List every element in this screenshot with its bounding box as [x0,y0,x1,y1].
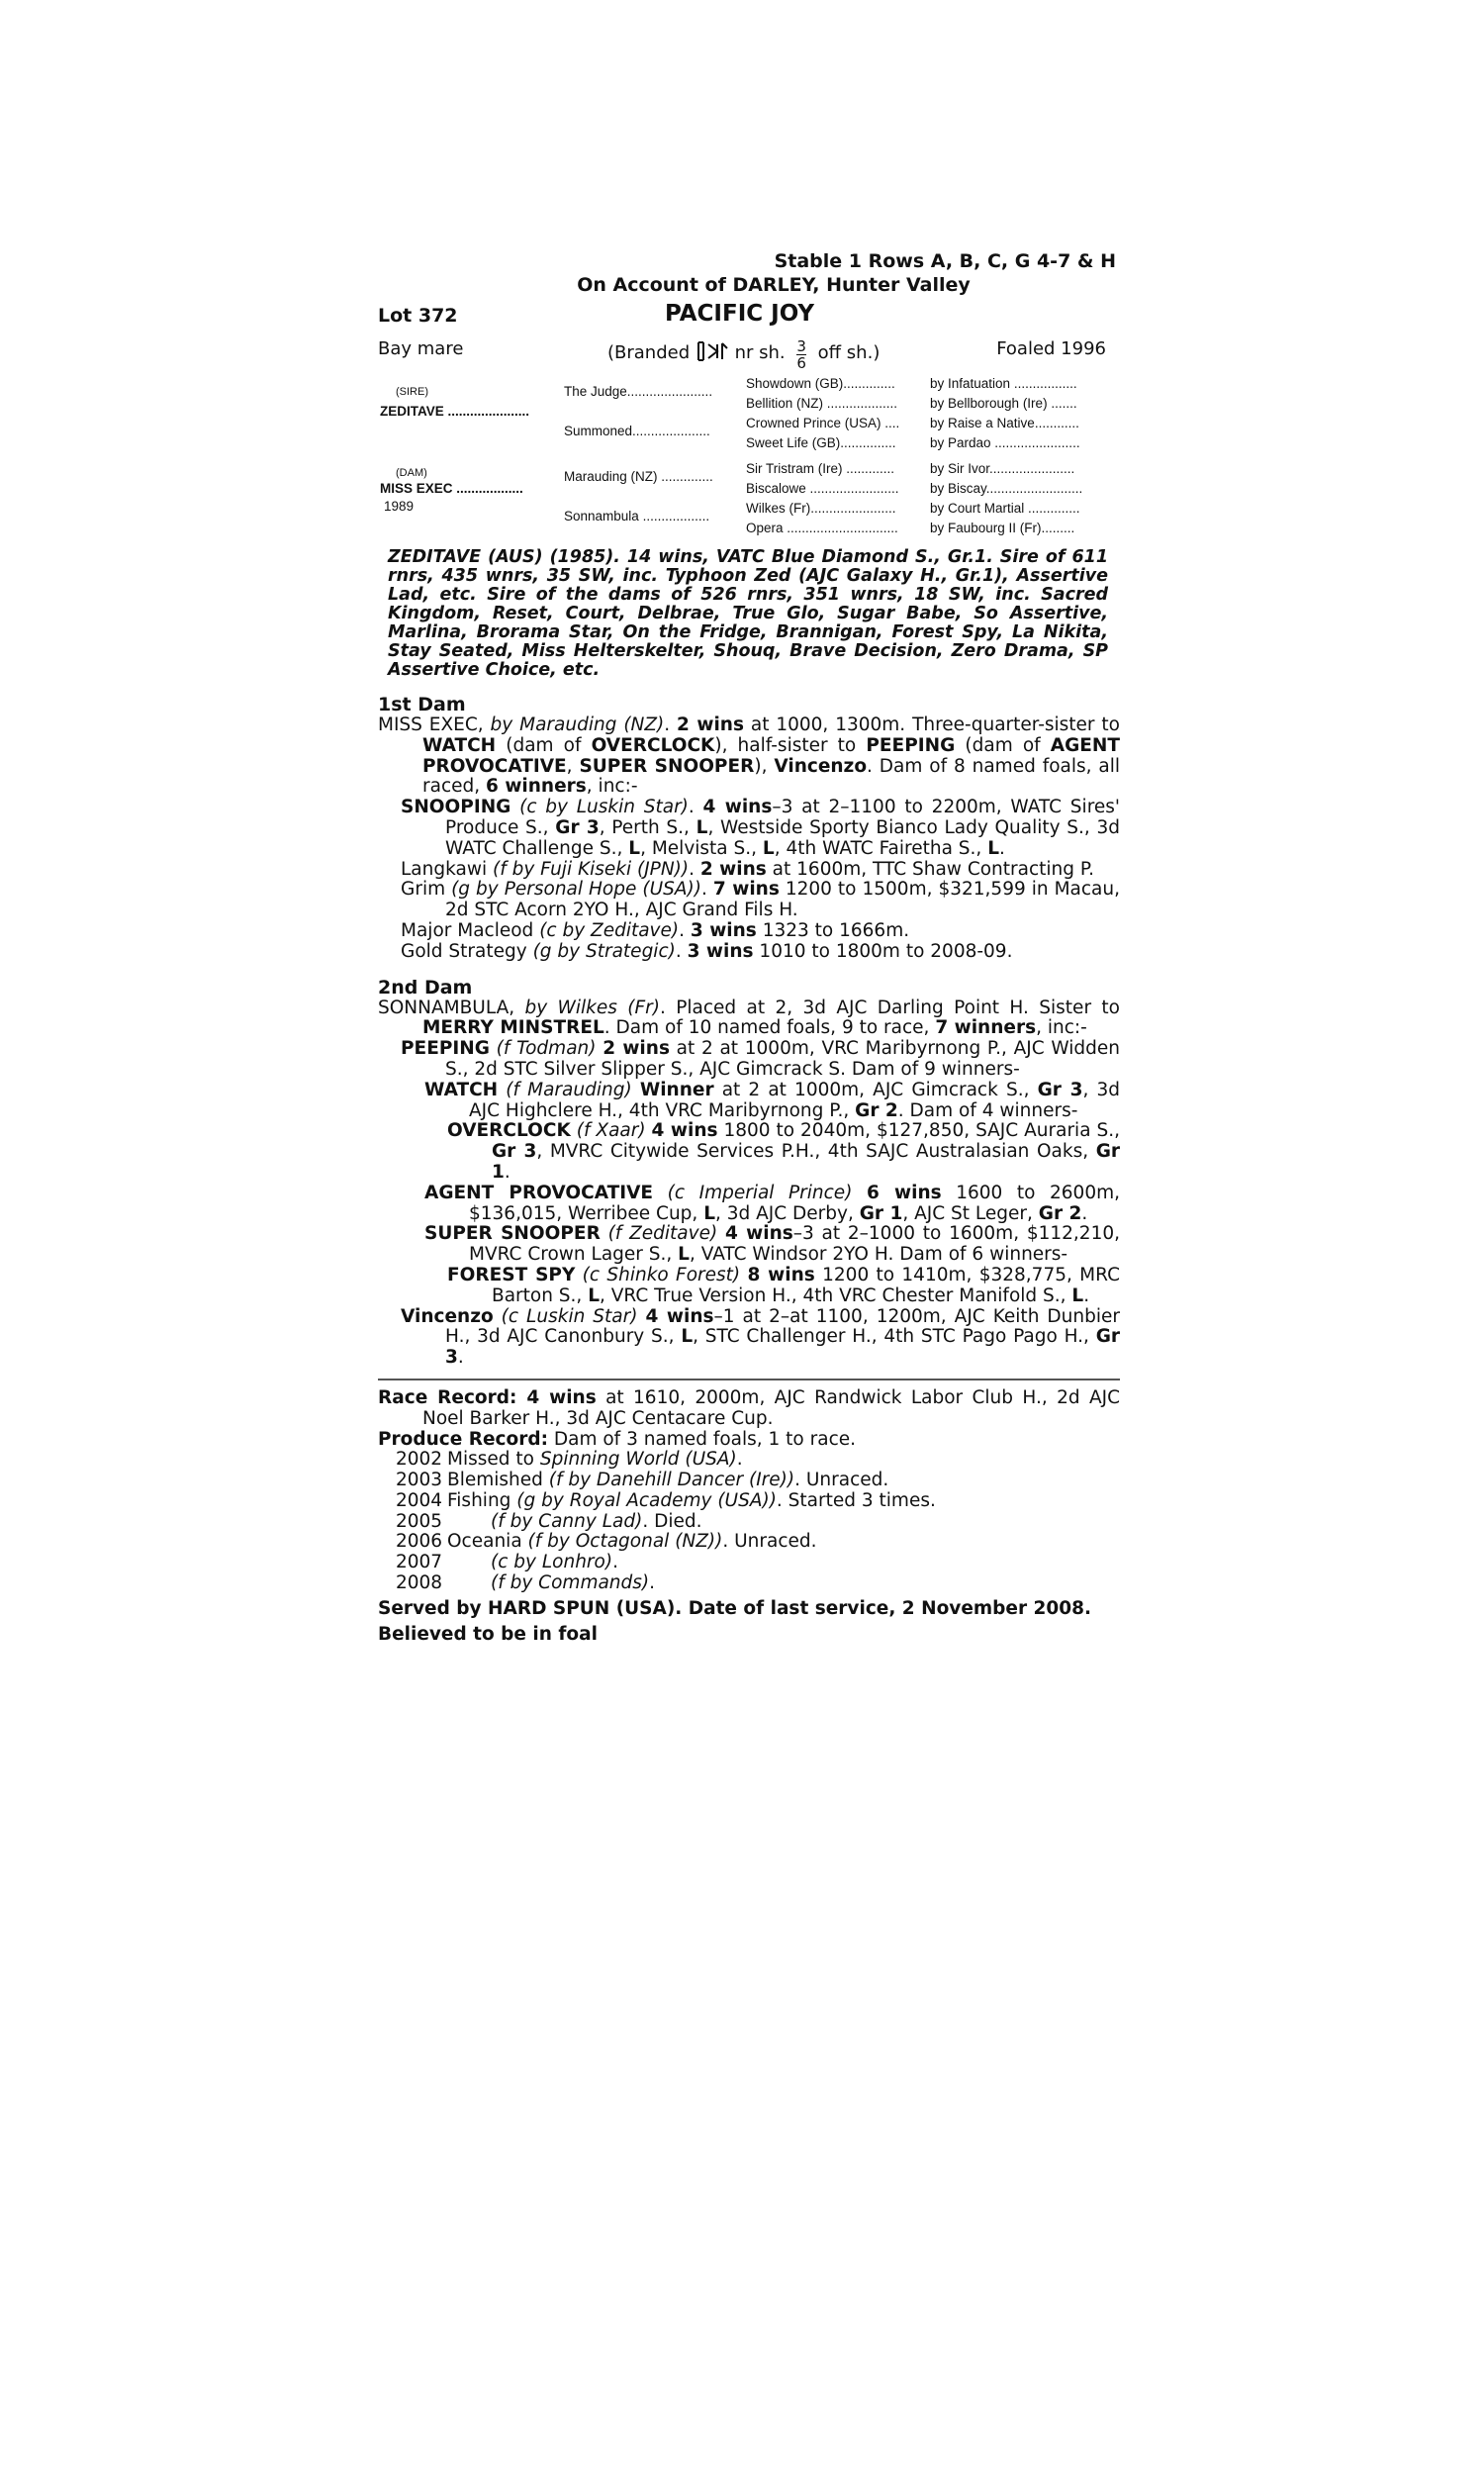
brand-prefix: (Branded [607,342,691,363]
pedigree-gen3-item: Wilkes (Fr)....................... [746,501,896,516]
produce-list [378,1450,1120,1594]
horse-name: PACIFIC JOY [665,301,815,327]
pedigree-gen3-item: Sir Tristram (Ire) ............. [746,461,895,476]
service-note: Served by HARD SPUN (USA). Date of last service, 2 November 2008. [378,1597,1092,1619]
pedigree-gen2-item: Sonnambula .................. [564,509,710,523]
produce-item: 2002 Missed to Spinning World (USA). [396,1449,743,1471]
second-dam-heading: 2nd Dam [378,976,473,999]
pedigree-gen2-item: The Judge....................... [564,384,713,399]
produce-item: 2005 (f by Canny Lad). Died. [396,1510,702,1532]
produce-item: 2004 Fishing (g by Royal Academy (USA)). Started 3 times. [396,1489,936,1511]
stable-location: Stable 1 Rows A, B, C, G 4-7 & H [774,250,1116,272]
vendor-account: On Account of DARLEY, Hunter Valley [577,274,971,296]
pedigree-gen3-item: Biscalowe ........................ [746,481,899,496]
brand-off: off sh.) [817,342,881,363]
brand-numerator: 3 [796,337,806,355]
brand-denominator: 6 [796,354,806,372]
progeny-entry: Major Macleod (c by Zeditave). 3 wins 1323 to 1666m. [401,919,910,941]
brand-mark-icon [696,340,729,362]
foal-status: Believed to be in foal [378,1623,598,1645]
produce-record: Produce Record: Dam of 3 named foals, 1 to race. [378,1428,857,1450]
progeny-entry: Gold Strategy (g by Strategic). 3 wins 1010 to 1800m to 2008-09. [401,940,1013,962]
progeny-entry: OVERCLOCK (f Xaar) 4 wins 1800 to 2040m, $127,850, SAJC Auraria S., Gr 3, MVRC Citywide Services P.H., 4th SAJC Australasian Oaks, Gr 1. [447,1120,1121,1183]
lot-number: Lot 372 [378,305,458,327]
pedigree-gen2-item: Marauding (NZ) .............. [564,469,713,484]
pedigree-gen3-item: Bellition (NZ) ................... [746,396,898,411]
progeny-entry: FOREST SPY (c Shinko Forest) 8 wins 1200 to 1410m, $328,775, MRC Barton S., L, VRC True Version H., 4th VRC Chester Manifold S., L. [447,1264,1120,1306]
progeny-entry: SNOOPING (c by Luskin Star). 4 wins–3 at 2–1100 to 2200m, WATC Sires' Produce S., Gr 3, Perth S., L, Westside Sporty Bianco Lady Quality S., 3d WATC Challenge S., L, Melvista S., L, 4th WATC Fairetha S., L. [401,797,1121,859]
pedigree-gen4-item: by Infatuation ................. [930,376,1077,391]
produce-item: 2003 Blemished (f by Danehill Dancer (Ire)). Unraced. [396,1470,889,1491]
pedigree-gen4-item: by Court Martial .............. [930,501,1080,516]
pedigree-gen3-item: Crowned Prince (USA) .... [746,416,900,430]
dam-tag: (DAM) [396,467,427,479]
pedigree-gen4-item: by Biscay.......................... [930,481,1083,496]
pedigree-gen3-item: Showdown (GB).............. [746,376,895,391]
pedigree-table [378,366,1120,534]
sire-tag: (SIRE) [396,386,428,398]
pedigree-gen4-item: by Raise a Native............ [930,416,1079,430]
pedigree-gen4-item: by Pardao ....................... [930,435,1080,450]
first-dam-entry: MISS EXEC, by Marauding (NZ). 2 wins at 1000, 1300m. Three-quarter-sister to WATCH (dam of OVERCLOCK), half-sister to PEEPING (dam of AGENT PROVOCATIVE, SUPER SNOOPER), Vincenzo. Dam of 8 named foals, all raced, 6 winners, inc:- [378,714,1121,798]
lot-line [378,301,1120,331]
dam-name: MISS EXEC .................. [380,481,523,496]
brand-near: nr sh. [734,342,786,363]
catalogue-page [378,249,1120,1646]
description-line [378,331,1120,372]
pedigree-gen3-item: Opera .............................. [746,521,898,535]
sex-colour: Bay mare [378,338,464,359]
pedigree-gen4-item: by Sir Ivor....................... [930,461,1075,476]
second-dam-entry: SONNAMBULA, by Wilkes (Fr). Placed at 2, 3d AJC Darling Point H. Sister to MERRY MINSTREL. Dam of 10 named foals, 9 to race, 7 winners, inc:- [378,997,1120,1039]
sire-summary: ZEDITAVE (AUS) (1985). 14 wins, VATC Blue Diamond S., Gr.1. Sire of 611 rnrs, 435 wnrs, 35 SW, inc. Typhoon Zed (AJC Galaxy H., Gr.1), Assertive Lad, etc. Sire of the dams of 526 rnrs, 351 wnrs, 18 SW, inc. Sacred Kingdom, Reset, Court, Delbrae, True Glo, Sugar Babe, So Assertive, Marlina, Brorama Star, On the Fridge, Brannigan, Forest Spy, La Nikita, Stay Seated, Miss Helterskelter, Shouq, Brave Decision, Zero Drama, SP Assertive Choice, etc. [388,547,1108,680]
produce-item: 2008 (f by Commands). [396,1572,656,1594]
progeny-entry: AGENT PROVOCATIVE (c Imperial Prince) 6 wins 1600 to 2600m, $136,015, Werribee Cup, L, 3d AJC Derby, Gr 1, AJC St Leger, Gr 2. [424,1182,1120,1224]
dam-year: 1989 [384,499,415,514]
section-divider [378,1379,1120,1380]
foaled-year: Foaled 1996 [996,338,1106,359]
progeny-entry: Vincenzo (c Luskin Star) 4 wins–1 at 2–at 1100, 1200m, AJC Keith Dunbier H., 3d AJC Canonbury S., L, STC Challenger H., 4th STC Pago Pago H., Gr 3. [401,1305,1120,1369]
pedigree-gen2-item: Summoned..................... [564,424,710,438]
pedigree-gen4-item: by Faubourg II (Fr)......... [930,521,1075,535]
pedigree-gen4-item: by Bellborough (Ire) ....... [930,396,1077,411]
first-dam-heading: 1st Dam [378,694,466,715]
progeny-entry: Grim (g by Personal Hope (USA)). 7 wins 1200 to 1500m, $321,599 in Macau, 2d STC Acorn 2YO H., AJC Grand Fils H. [401,879,1120,921]
sire-name: ZEDITAVE ...................... [380,404,530,419]
progeny-entry: WATCH (f Marauding) Winner at 2 at 1000m, AJC Gimcrack S., Gr 3, 3d AJC Highclere H., 4th VRC Maribyrnong P., Gr 2. Dam of 4 winners- [424,1079,1120,1121]
pedigree-gen3-item: Sweet Life (GB)............... [746,435,896,450]
progeny-entry: PEEPING (f Todman) 2 wins at 2 at 1000m, VRC Maribyrnong P., AJC Widden S., 2d STC Silver Slipper S., AJC Gimcrack S. Dam of 9 winners- [401,1038,1121,1080]
race-record: Race Record: 4 wins at 1610, 2000m, AJC Randwick Labor Club H., 2d AJC Noel Barker H., 3d AJC Centacare Cup. [378,1386,1120,1429]
produce-item: 2007 (c by Lonhro). [396,1552,618,1573]
progeny-entry: SUPER SNOOPER (f Zeditave) 4 wins–3 at 2–1000 to 1600m, $112,210, MVRC Crown Lager S., L, VATC Windsor 2YO H. Dam of 6 winners- [424,1223,1120,1266]
produce-item: 2006 Oceania (f by Octagonal (NZ)). Unraced. [396,1531,817,1553]
progeny-entry: Langkawi (f by Fuji Kiseki (JPN)). 2 wins at 1600m, TTC Shaw Contracting P. [401,858,1095,880]
